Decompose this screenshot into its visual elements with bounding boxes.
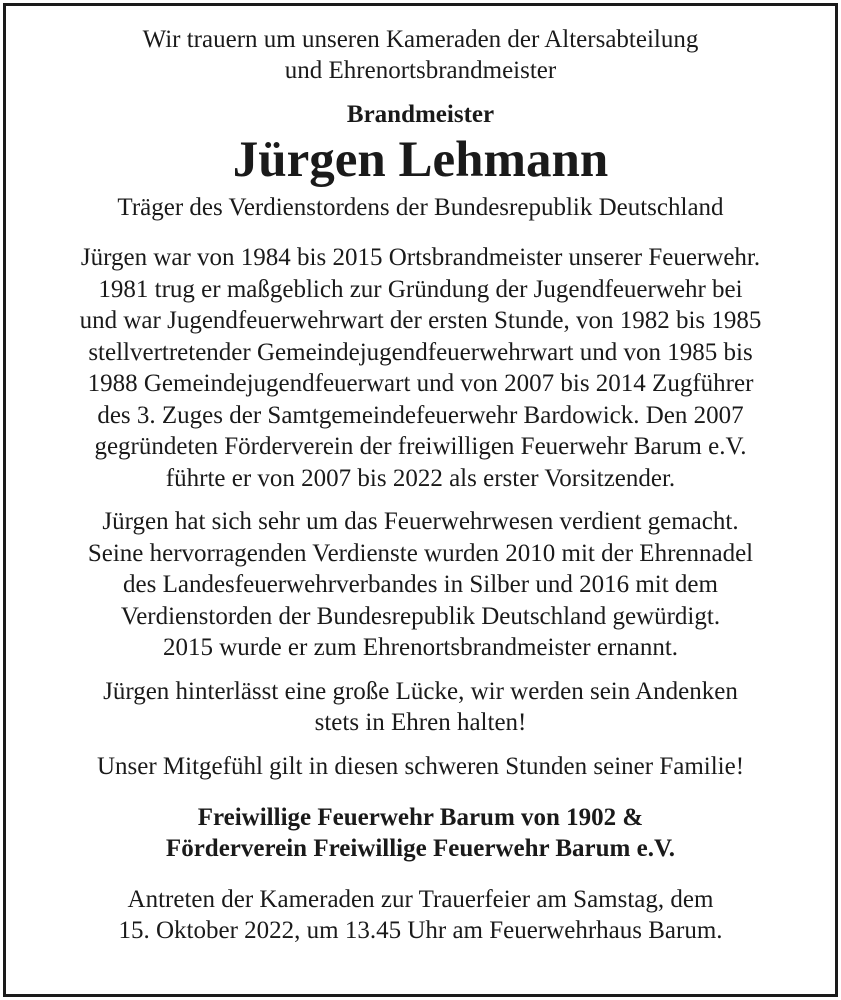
text-line: führte er von 2007 bis 2022 als erster Vorsitzender. (165, 464, 676, 492)
rank-title: Brandmeister (346, 101, 495, 128)
organization-line: Förderverein Freiwillige Feuerwehr Barum e.V. (165, 835, 676, 862)
text-line: stellvertretender Gemeindejugendfeuerwehrwart und von 1985 bis (88, 338, 753, 366)
intro-line: Wir trauern um unseren Kameraden der Altersabteilung (142, 26, 699, 53)
text-line: 1981 trug er maßgeblich zur Gründung der Jugendfeuerwehr bei (98, 275, 743, 303)
organization-signature (6, 802, 835, 864)
career-paragraph (6, 242, 835, 494)
text-line: 2015 wurde er zum Ehrenortsbrandmeister ernannt. (162, 634, 679, 661)
obituary-content (6, 24, 835, 946)
text-line: des Landesfeuerwehrverbandes in Silber und 2016 mit dem (123, 571, 718, 598)
ceremony-info (6, 884, 835, 946)
text-line: stets in Ehren halten! (314, 709, 527, 736)
text-line: Jürgen hinterlässt eine große Lücke, wir werden sein Andenken (103, 677, 738, 705)
text-line: des 3. Zuges der Samtgemeindefeuerwehr Bardowick. Den 2007 (97, 401, 744, 429)
text-line: Jürgen hat sich sehr um das Feuerwehrwesen verdient gemacht. (102, 508, 739, 535)
ceremony-line: Antreten der Kameraden zur Trauerfeier am Samstag, dem (127, 886, 714, 913)
award-line: Träger des Verdienstordens der Bundesrepublik Deutschland (117, 194, 724, 221)
text-line: Verdienstorden der Bundesrepublik Deutschland gewürdigt. (120, 602, 721, 630)
text-line: 1988 Gemeindejugendfeuerwart und von 2007 bis 2014 Zugführer (87, 370, 754, 397)
condolence-paragraph (6, 751, 835, 783)
merits-paragraph (6, 506, 835, 664)
text-line: Seine hervorragenden Verdienste wurden 2010 mit der Ehrennadel (87, 539, 754, 567)
obituary-notice-frame (3, 3, 838, 997)
intro-line: und Ehrenortsbrandmeister (284, 57, 557, 84)
intro-text (6, 24, 835, 86)
deceased-name: Jürgen Lehmann (232, 132, 609, 188)
text-line: Jürgen war von 1984 bis 2015 Ortsbrandmeister unserer Feuerwehr. (80, 244, 761, 271)
text-line: und war Jugendfeuerwehrwart der ersten Stunde, von 1982 bis 1985 (79, 307, 762, 334)
organization-line: Freiwillige Feuerwehr Barum von 1902 & (197, 804, 644, 831)
ceremony-line: 15. Oktober 2022, um 13.45 Uhr am Feuerwehrhaus Barum. (118, 917, 723, 944)
remembrance-paragraph (6, 676, 835, 739)
text-line: Unser Mitgefühl gilt in diesen schweren Stunden seiner Familie! (96, 752, 745, 780)
text-line: gegründeten Förderverein der freiwilligen Feuerwehr Barum e.V. (94, 433, 747, 460)
